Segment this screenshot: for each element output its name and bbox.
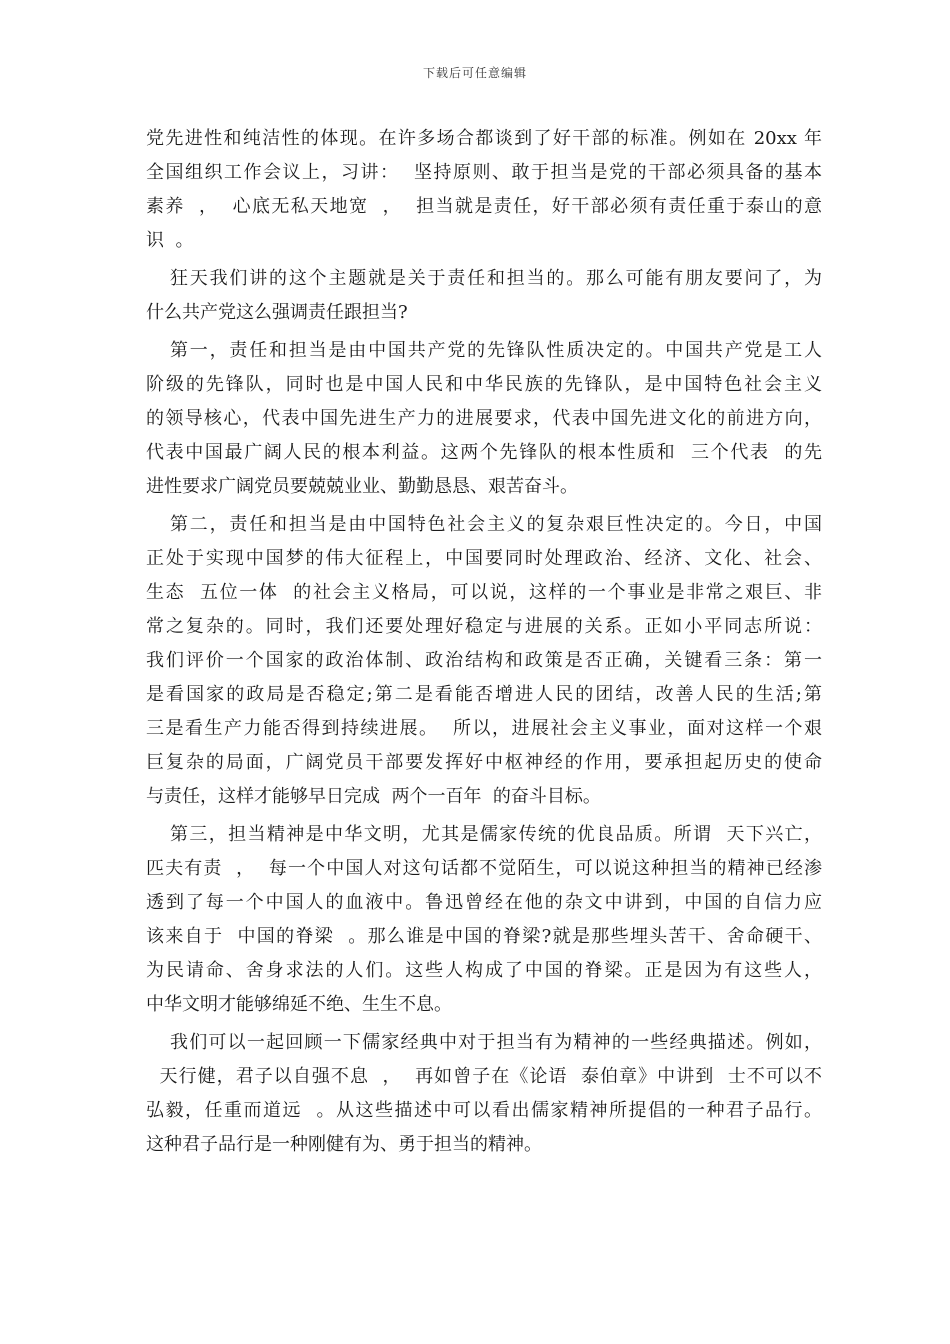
paragraph [146,262,822,330]
text-line: 是看国家的政局是否稳定;第二是看能否增进人民的团结，改善人民的生活;第 [146,684,822,705]
text-line: 弘毅，任重而道远 。从这些描述中可以看出儒家精神所提倡的一种君子品行。 [146,1100,822,1121]
page-header: 下载后可任意编辑 [422,66,527,80]
text-line: 匹夫有责 ， 每一个中国人对这句话都不觉陌生，可以说这种担当的精神已经渗 [146,858,822,879]
text-line: 这种君子品行是一种刚健有为、勇于担当的精神。 [146,1134,542,1155]
paragraph [146,122,822,258]
text-line: 该来自于 中国的脊梁 。那么谁是中国的脊梁?就是那些埋头苦干、舍命硬干、 [146,926,822,947]
text-line: 透到了每一个中国人的血液中。鲁迅曾经在他的杂文中讲到，中国的自信力应 [146,892,822,913]
paragraph [146,508,822,814]
text-line: 我们可以一起回顾一下儒家经典中对于担当有为精神的一些经典描述。例如， [170,1032,822,1053]
text-line: 狂天我们讲的这个主题就是关于责任和担当的。那么可能有朋友要问了，为 [170,268,822,289]
text-line: 为民请命、舍身求法的人们。这些人构成了中国的脊梁。正是因为有这些人， [146,960,822,981]
text-line: 素养 ， 心底无私天地宽 ， 担当就是责任，好干部必须有责任重于泰山的意 [146,196,822,217]
text-line: 第三，担当精神是中华文明，尤其是儒家传统的优良品质。所谓 天下兴亡， [170,824,822,845]
text-line: 代表中国最广阔人民的根本利益。这两个先锋队的根本性质和 三个代表 的先 [146,442,822,463]
text-line: 进性要求广阔党员要兢兢业业、勤勤恳恳、艰苦奋斗。 [146,476,578,497]
text-line: 正处于实现中国梦的伟大征程上，中国要同时处理政治、经济、文化、社会、 [146,548,822,569]
text-line: 第二，责任和担当是由中国特色社会主义的复杂艰巨性决定的。今日，中国 [170,514,822,535]
text-line: 识 。 [146,230,194,251]
text-line: 什么共产党这么强调责任跟担当? [146,302,408,323]
text-line: 中华文明才能够绵延不绝、生生不息。 [146,994,452,1015]
paragraph [146,818,822,1022]
text-line: 巨复杂的局面，广阔党员干部要发挥好中枢神经的作用，要承担起历史的使命 [146,752,822,773]
text-line: 天行健，君子以自强不息 ， 再如曾子在《论语 泰伯章》中讲到 士不可以不 [146,1066,822,1087]
text-line: 三是看生产力能否得到持续进展。 所以，进展社会主义事业，面对这样一个艰 [146,718,822,739]
text-line: 阶级的先锋队，同时也是中国人民和中华民族的先锋队，是中国特色社会主义 [146,374,822,395]
text-line: 我们评价一个国家的政治体制、政治结构和政策是否正确，关键看三条：第一 [146,650,822,671]
text-line: 第一，责任和担当是由中国共产党的先锋队性质决定的。中国共产党是工人 [170,340,822,361]
paragraph [146,334,822,504]
text-line: 生态 五位一体 的社会主义格局，可以说，这样的一个事业是非常之艰巨、非 [146,582,822,603]
text-line: 常之复杂的。同时，我们还要处理好稳定与进展的关系。正如小平同志所说： [146,616,822,637]
text-line: 与责任，这样才能够早日完成 两个一百年 的奋斗目标。 [146,786,601,807]
text-line: 党先进性和纯洁性的体现。在许多场合都谈到了好干部的标准。例如在 20xx 年 [146,128,822,149]
text-line: 全国组织工作会议上，习讲： 坚持原则、敢于担当是党的干部必须具备的基本 [146,162,822,183]
text-line: 的领导核心，代表中国先进生产力的进展要求，代表中国先进文化的前进方向， [146,408,822,429]
paragraph [146,1026,822,1162]
document-body [146,122,822,1166]
